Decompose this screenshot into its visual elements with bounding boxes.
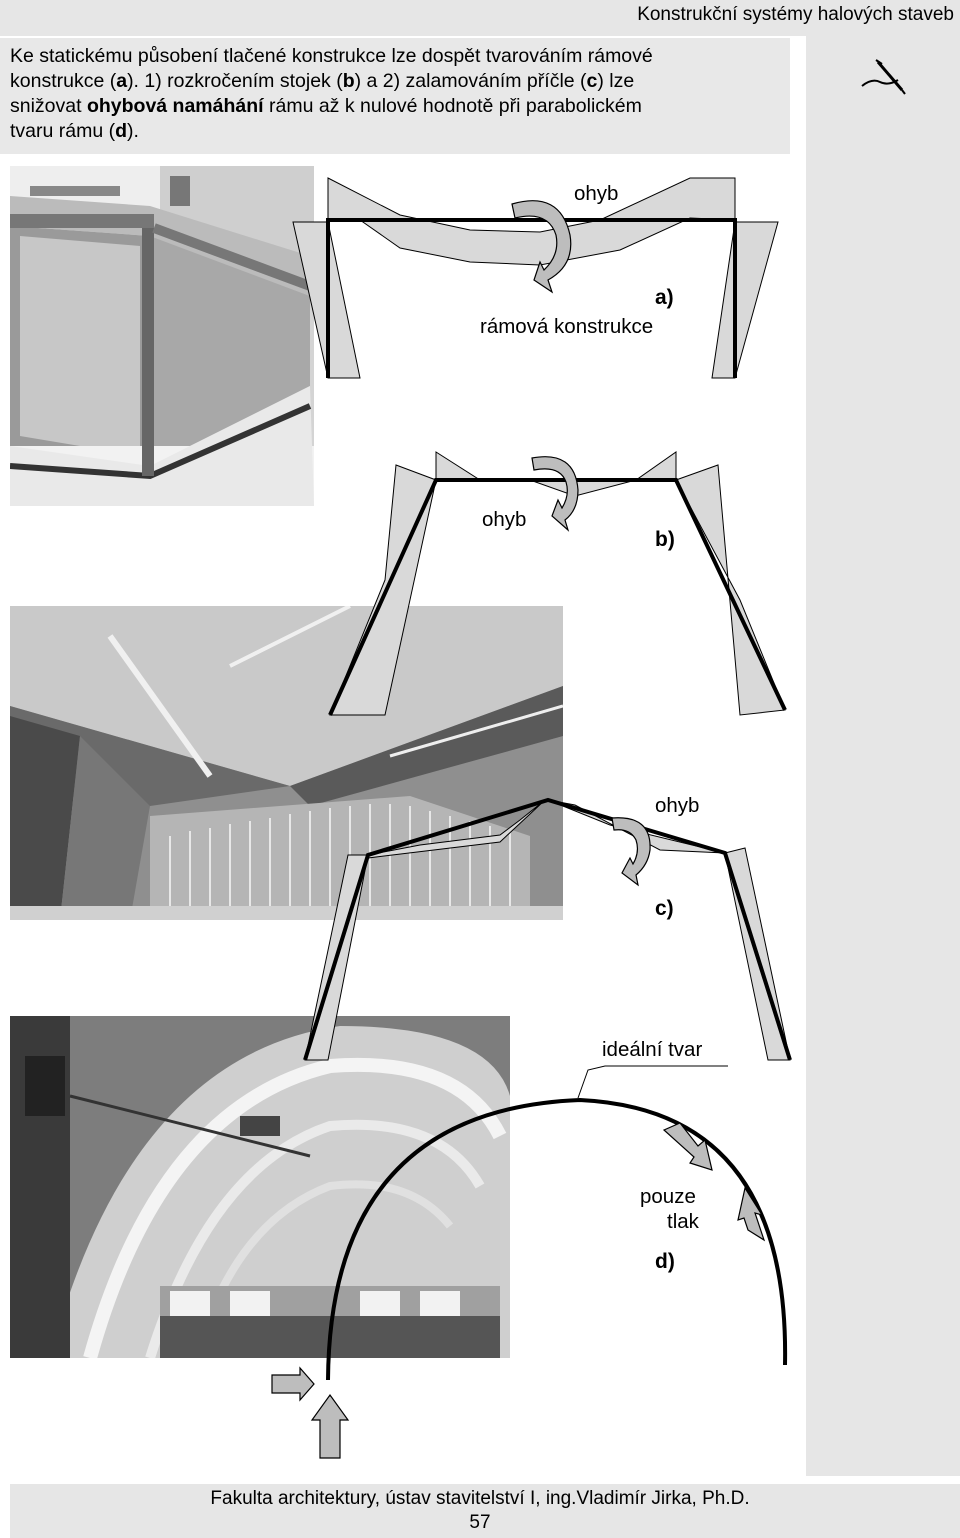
- bend-arrow-icon: [532, 457, 578, 530]
- diagram-d-compression-line1: pouze: [640, 1185, 696, 1208]
- diagram-a-caption: rámová konstrukce: [480, 315, 654, 338]
- diagram-b-frame: [330, 452, 785, 715]
- diagram-d-arch: [328, 1100, 785, 1380]
- frame-diagrams: [0, 160, 960, 1480]
- compression-arrow-icon: [312, 1395, 348, 1458]
- diagram-c-letter: c): [655, 897, 674, 920]
- diagram-a-frame: [293, 178, 778, 378]
- diagram-c-frame: [305, 800, 790, 1060]
- diagram-d-ideal-leader: [578, 1066, 728, 1098]
- diagram-d-letter: d): [655, 1250, 675, 1273]
- compression-arrow-icon: [272, 1368, 314, 1400]
- diagram-a-moment-right-post: [712, 222, 778, 378]
- diagram-b-bend-label: ohyb: [482, 508, 527, 531]
- page-number: 57: [469, 1512, 491, 1533]
- intro-paragraph: [0, 38, 790, 154]
- diagram-d-frame: [272, 1066, 785, 1458]
- intro-line-2: konstrukce (a). 1) rozkročením stojek (b) a 2) zalamováním příčle (c) lze: [10, 70, 635, 92]
- diagram-c-frame-line: [305, 800, 790, 1060]
- intro-line-4: tvaru rámu (d).: [10, 120, 139, 142]
- diagram-a-letter: a): [655, 286, 674, 309]
- diagram-d-compression-line2: tlak: [667, 1210, 699, 1233]
- intro-line-1: Ke statickému působení tlačené konstrukce lze dospět tvarováním rámové: [10, 45, 653, 67]
- bend-arrow-icon: [612, 818, 650, 885]
- diagram-a-bend-label: ohyb: [574, 182, 619, 205]
- pencil-note-icon: [858, 56, 908, 96]
- intro-line-3: snižovat ohybová namáhání rámu až k nulové hodnotě při parabolickém: [10, 95, 642, 117]
- footer-institution: Fakulta architektury, ústav stavitelství I, ing.Vladimír Jirka, Ph.D.: [210, 1488, 750, 1509]
- diagram-c-bend-label: ohyb: [655, 794, 700, 817]
- header-title: Konstrukční systémy halových staveb: [637, 4, 954, 25]
- diagram-b-letter: b): [655, 528, 675, 551]
- diagram-d-ideal-label: ideální tvar: [602, 1038, 703, 1061]
